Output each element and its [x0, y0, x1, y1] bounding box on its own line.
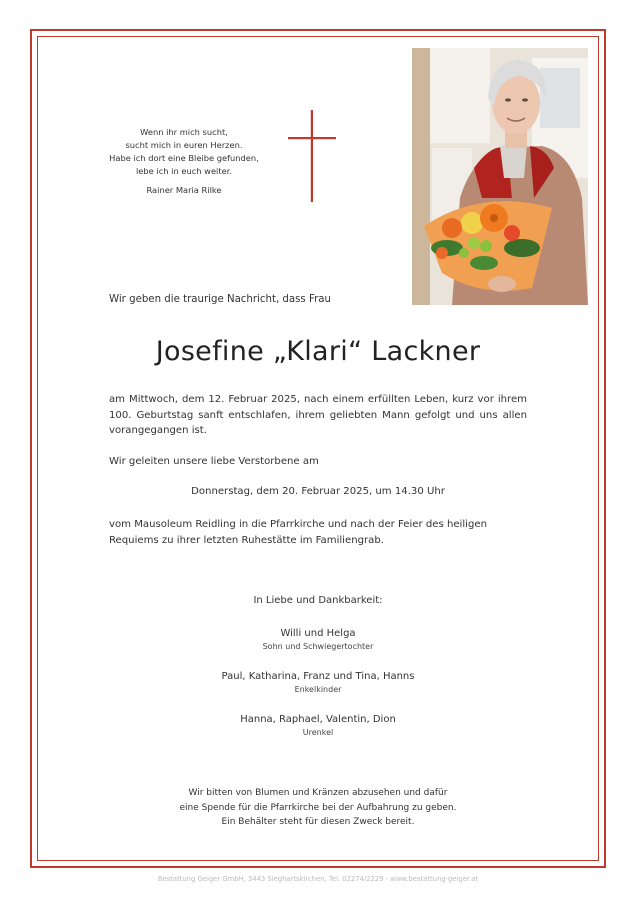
mourner-group	[0, 670, 636, 696]
mourner-names: Hanna, Raphael, Valentin, Dion	[240, 714, 396, 725]
mourner-group	[0, 627, 636, 653]
donation-line: eine Spende für die Pfarrkirche bei der Aufbahrung zu geben.	[179, 802, 457, 813]
death-notice-paragraph: am Mittwoch, dem 12. Februar 2025, nach einem erfüllten Leben, kurz vor ihrem 100. Geburtstag sanft entschlafen, ihrem geliebten Mann gefolgt und uns allen vorangegangen ist.	[109, 394, 527, 436]
donation-line: Wir bitten von Blumen und Kränzen abzusehen und dafür	[188, 788, 448, 798]
poem-quote	[90, 126, 278, 197]
mourner-group	[0, 713, 636, 739]
deceased-name: Josefine „Klari“ Lackner	[155, 336, 481, 367]
gratitude-heading: In Liebe und Dankbarkeit:	[253, 595, 383, 606]
donation-line: Ein Behälter steht für diesen Zweck bereit.	[221, 817, 415, 827]
announcement-intro: Wir geben die traurige Nachricht, dass Frau	[109, 294, 331, 305]
mourner-relation: Sohn und Schwiegertochter	[262, 642, 374, 651]
funeral-date: Donnerstag, dem 20. Februar 2025, um 14.30 Uhr	[191, 486, 445, 497]
poem-line: Wenn ihr mich sucht,	[140, 127, 228, 137]
cross-icon	[288, 110, 336, 202]
mourner-relation: Enkelkinder	[294, 685, 342, 694]
donation-request	[0, 786, 636, 830]
mourner-names: Willi und Helga	[280, 628, 356, 639]
poem-line: Habe ich dort eine Bleibe gefunden,	[109, 153, 259, 163]
poem-author: Rainer Maria Rilke	[146, 185, 222, 195]
poem-line: lebe ich in euch weiter.	[135, 166, 233, 176]
escort-paragraph: Wir geleiten unsere liebe Verstorbene am	[109, 456, 319, 467]
mourner-names: Paul, Katharina, Franz und Tina, Hanns	[221, 671, 415, 682]
route-paragraph: vom Mausoleum Reidling in die Pfarrkirche und nach der Feier des heiligen Requiems zu ihrer letzten Ruhestätte im Familiengrab.	[109, 519, 487, 546]
portrait-photo	[412, 48, 588, 305]
poem-line: sucht mich in euren Herzen.	[125, 140, 243, 150]
mourner-relation: Urenkel	[302, 728, 334, 737]
funeral-home-footer: Bestattung Geiger GmbH, 3443 Sieghartskirchen, Tel. 02274/2229 - www.bestattung-geiger.at	[157, 875, 479, 883]
